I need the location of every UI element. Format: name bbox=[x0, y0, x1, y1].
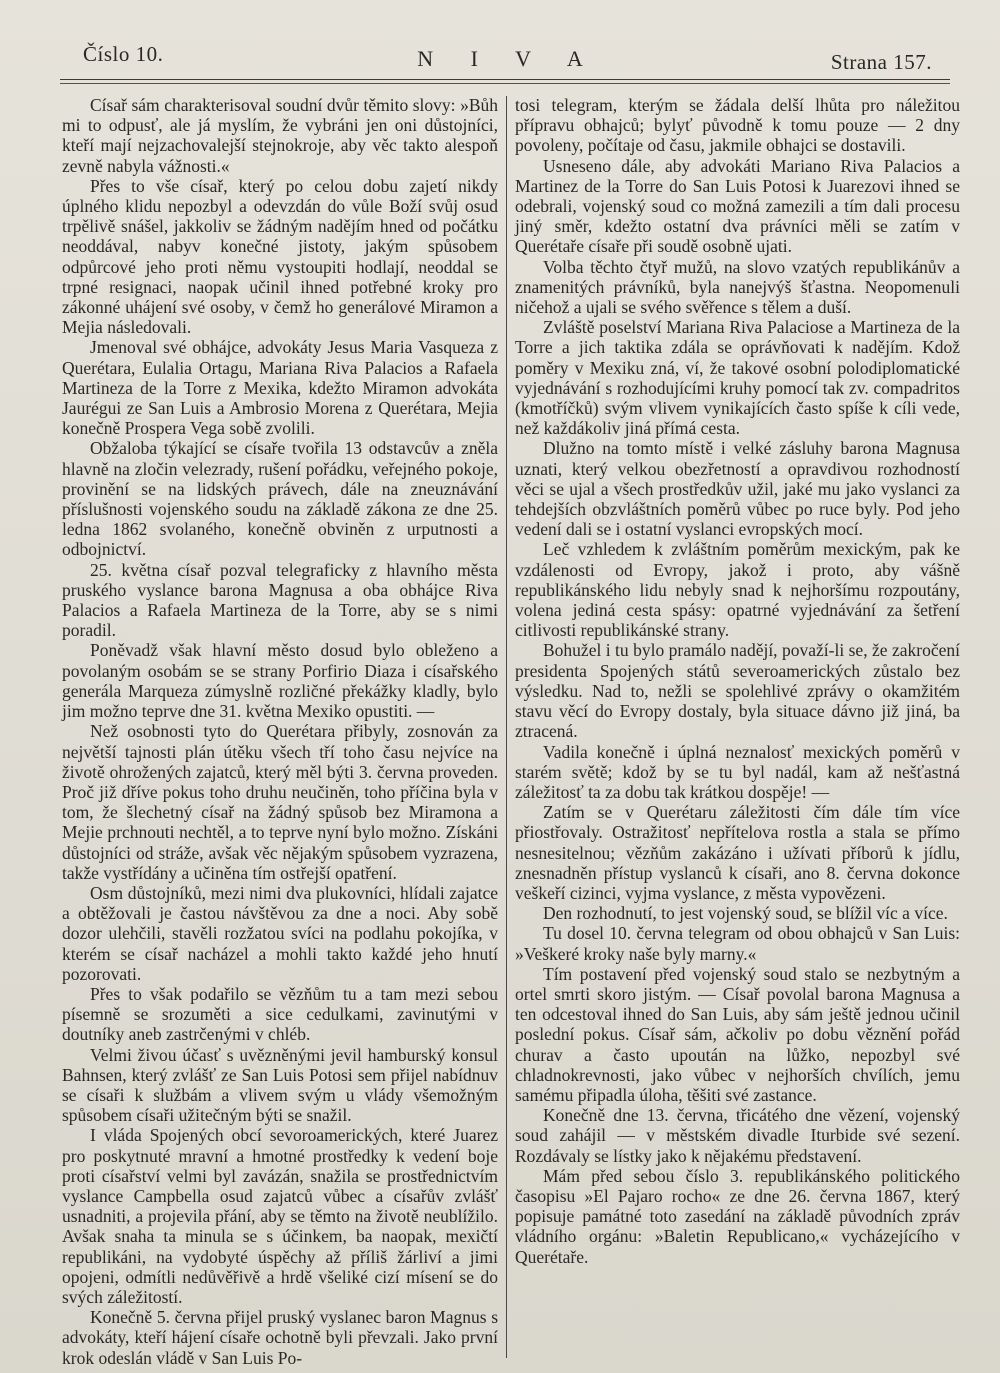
paragraph: Volba těchto čtyř mužů, na slovo vzatých republikánův a znamenitých právníků, byla nanejvýš šťastna. Neopomenuli ničehož a ujali se svého svěřence s tělem a duší. bbox=[515, 256, 960, 318]
publication-title: N I V A bbox=[417, 46, 599, 71]
paragraph: Než osobnosti tyto do Querétara přibyly, zosnován za největší tajnosti plán útěku všech tří toho času nejvíce na životě ohrožených zajatců, který měl býti 3. června proveden. Proč již dříve pokus toho druhu neučiněn, toho příčina byla v tom, že šlechetný císař na žádný spůsob bez Miramona a Mejie prchnouti nechtěl, a to teprve nyní bylo možno. Získáni důstojníci od stráže, avšak věc nějakým spůsobem vyzrazena, takže vystřídány a učiněna tím ostřejší opatření. bbox=[62, 721, 498, 883]
paragraph: tosi telegram, kterým se žádala delší lhůta pro náležitou přípravu obhajců; bylyť původně k tomu pouze — 2 dny povoleny, počítaje od času, jakmile obhajci se dostavili. bbox=[515, 95, 960, 156]
paragraph: Tím postavení před vojenský soud stalo se nezbytným a ortel smrti skoro jistým. — Císař povolal barona Magnusa a ten odcestoval ihned do San Luis, aby sám ještě jednou učinil poslední pokus. Císař sám, ačkoliv po dobu věznění pořád churav a často upoután na lůžko, nepozbyl své chladnokrevnosti, jako vůbec v nejhorších chvílích, jemu samému připadla úloha, těšiti své zastance. bbox=[515, 963, 960, 1105]
paragraph: Konečně dne 13. června, třicátého dne vězení, vojenský soud zahájil — v městském divadle Iturbide své sezení. Rozdávaly se lístky jako k nějakému představení. bbox=[515, 1105, 960, 1166]
header-rule-thin bbox=[60, 83, 950, 84]
header-rule bbox=[60, 79, 950, 80]
paragraph: Leč vzhledem k zvláštním poměrům mexickým, pak ke vzdálenosti od Evropy, jakož i proto, aby vášně republikánského lidu nebyly snad k nejhoršímu rozpoutány, volena jediná cesta spásy: opatrné vyjednávání za šetření citlivosti republikánské strany. bbox=[515, 539, 960, 641]
paragraph: Dlužno na tomto místě i velké zásluhy barona Magnusa uznati, který velkou obezřetností a opravdivou rozhodností věci se ujal a všech prostředkův užil, jaké mu jako vyslanci za tehdejších obzvláštních poměrů vůbec po ruce byly. Pod jeho vedení dali se i ostatní vyslanci evropských mocí. bbox=[515, 438, 960, 540]
paragraph: Mám před sebou číslo 3. republikánského politického časopisu »El Pajaro rocho« ze dne 26. června 1867, který popisuje památné toto zasedání na základě původních zpráv vládního orgánu: »Baletin Republicano,« vycházejícího v Querétaře. bbox=[515, 1165, 960, 1267]
issue-number: Číslo 10. bbox=[83, 42, 164, 66]
paragraph: Obžaloba týkající se císaře tvořila 13 odstavcův a zněla hlavně na zločin velezrady, rušení pořádku, veřejného pokoje, provinění se na lidských právech, dále na zneuznávání příslušnosti vojenského soudu na základě zákona ze dne 25. ledna 1862 svolaného, konečně obviněn z urputnosti a odbojnictví. bbox=[62, 438, 498, 560]
paragraph: Zvláště poselství Mariana Riva Palaciose a Martineza de la Torre a jich taktika zdála se oprávňovati k nadějím. Kdož poměry v Mexiku zná, ví, že takové osobní polodiplomatické vyjednávání s rozhodujícími kruhy pomocí tak zv. compadritos (kmotříčků) svým vlivem vynikajících často spíše k cíli vede, než každákoliv jiná přímá cesta. bbox=[515, 317, 960, 439]
paragraph: Poněvadž však hlavní město dosud bylo obleženo a povolaným osobám se se strany Porfirio Diaza i císařského generála Marqueza zúmyslně rozličné překážky kladly, bylo jim možno teprve dne 31. května Mexiko opustiti. — bbox=[62, 640, 498, 722]
paragraph: Jmenoval své obhájce, advokáty Jesus Maria Vasqueza z Querétara, Eulalia Ortagu, Mariana Riva Palacios a Rafaela Martineza de la Torre z Mexika, kdežto Miramon advokáta Jaurégui ze San Luis a Ambrosio Morena z Querétara, Mejia konečně Prospera Vega sobě zvolili. bbox=[62, 337, 498, 439]
left-column bbox=[62, 95, 498, 1368]
paragraph: Vadila konečně i úplná neznalosť mexických poměrů v starém světě; kdož by se tu byl nadál, kam až nešťastná záležitosť ta za dobu tak krátkou dospěje! — bbox=[515, 741, 960, 802]
paragraph: Bohužel i tu bylo pramálo nadějí, považí-li se, že zakročení presidenta Spojených států severoamerických zůstalo bez výsledku. Nad to, nežli se spolehlivé zprávy o okamžitém stavu věcí do Evropy dostaly, byla situace dávno již jiná, ba ztracená. bbox=[515, 640, 960, 742]
paragraph: Usneseno dále, aby advokáti Mariano Riva Palacios a Martinez de la Torre do San Luis Potosi k Juarezovi ihned se odebrali, vojenský soud co možná zamezili a tím dali procesu jiný směr, kdežto ostatní dva právníci měli se zatím v Querétaře císaře při soudě osobně ujati. bbox=[515, 155, 960, 257]
paragraph: Konečně 5. června přijel pruský vyslanec baron Magnus s advokáty, kteří hájení císaře ochotně byli převzali. Jako první krok odeslán vládě v San Luis Po- bbox=[62, 1307, 498, 1368]
column-divider bbox=[506, 96, 507, 1358]
paragraph: Velmi živou účasť s uvězněnými jevil hamburský konsul Bahnsen, který zvlášť ze San Luis Potosi sem přijel nabídnuv se císaři k službám a vlivem svým u vlády všemožným spůsobem císaři užitečným býti se snažil. bbox=[62, 1044, 498, 1126]
paragraph: Tu dosel 10. června telegram od obou obhajců v San Luis: »Veškeré kroky naše byly marny.« bbox=[515, 923, 960, 964]
paragraph: Císař sám charakterisoval soudní dvůr těmito slovy: »Bůh mi to odpusť, ale já myslím, že vybráni jen oni důstojníci, kteří mají nejzachovalejší stejnokroje, aby věc takto alespoň zevně nabyla vážnosti.« bbox=[62, 95, 498, 176]
paragraph: Den rozhodnutí, to jest vojenský soud, se blížil víc a více. bbox=[543, 903, 948, 924]
paragraph: I vláda Spojených obcí sevoroamerických, které Juarez pro poskytnuté mravní a hmotné prostředky k vedení boje proti císařství velmi byl zavázán, snažila se prostřednictvím vyslance Campbella osud zajatců vůbec a císařův zvlášť usnadniti, a projevila přání, aby se těmto na životě neublížilo. Avšak snaha ta minula se s účinkem, ba naopak, mexičtí republikáni, na vydobyté úspěchy až příliš žárliví a jimi opojeni, odmítli nedůvěřivě a hrdě všeliké cizí mísení se do svých záležitostí. bbox=[62, 1125, 498, 1307]
paragraph: 25. května císař pozval telegraficky z hlavního města pruského vyslance barona Magnusa a oba obhájce Riva Palacios a Rafaela Martineza de la Torre, aby se s nimi poradil. bbox=[62, 559, 498, 641]
page-header bbox=[58, 40, 938, 76]
paragraph: Zatím se v Querétaru záležitosti čím dále tím více přiostřovaly. Ostražitosť nepřítelova rostla a stala se přímo nesnesitelnou; vězňům zakázáno i užívati příborů k jídlu, znesnadněn přístup vyslanců k císaři, ano 8. června dokonce veškeří cizinci, vyjma vyslance, z města vypovězeni. bbox=[515, 802, 960, 903]
right-column bbox=[515, 95, 960, 1267]
paragraph: Osm důstojníků, mezi nimi dva plukovníci, hlídali zajatce a obtěžovali je častou návštěvou za dne a noci. Aby sobě dozor ulehčili, stavěli rozžatou svíci na podlahu pokojíka, v kterém se císař nacházel a mohli takto každé jeho hnutí pozorovati. bbox=[62, 882, 498, 984]
paragraph: Přes to vše císař, který po celou dobu zajetí nikdy úplného klidu nepozbyl a odevzdán do vůle Boží svůj osud trpělivě snášel, jakkoliv se žádným nadějím hned od počátku neoddával, nabyv konečné jistoty, jakým spůsobem odpůrcové jeho proti němu vystoupiti hodlají, neoddal se trpné resignaci, naopak učinil ihned potřebné kroky pro zákonné uhájení své osoby, v čemž ho generálové Miramon a Mejia následovali. bbox=[62, 175, 498, 338]
page-number: Strana 157. bbox=[830, 50, 932, 74]
paragraph: Přes to však podařilo se vězňům tu a tam mezi sebou písemně se srozuměti a sice cedulkami, zavinutými v doutníky aneb zastrčenými v chléb. bbox=[62, 983, 498, 1045]
